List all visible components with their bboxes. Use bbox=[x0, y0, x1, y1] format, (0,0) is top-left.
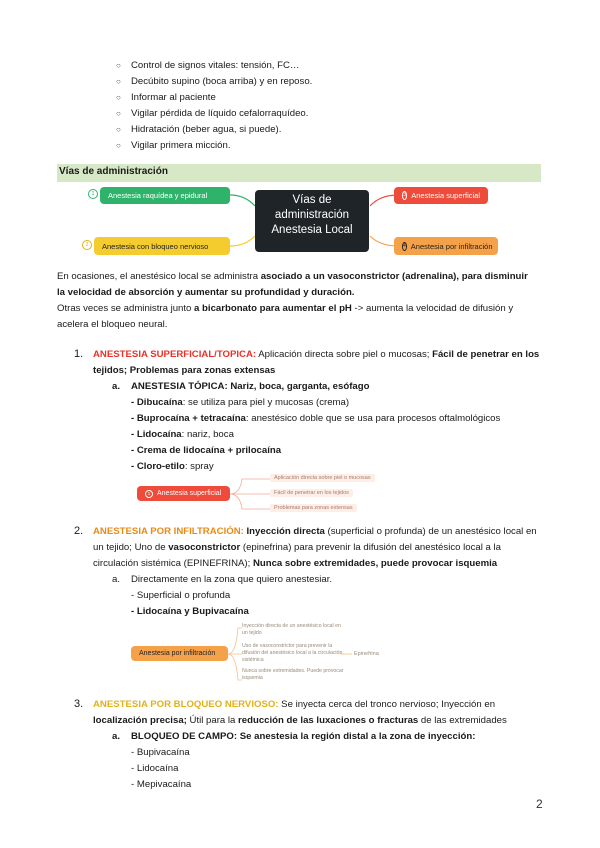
item2-line bbox=[93, 542, 501, 553]
node-label: Anestesia con bloqueo nervioso bbox=[102, 241, 209, 251]
center-line: Anestesia Local bbox=[271, 224, 353, 236]
sub-title bbox=[131, 731, 475, 742]
text-bold: vasoconstrictor bbox=[168, 542, 241, 553]
text: : spray bbox=[184, 461, 214, 472]
mindmap-center-node bbox=[255, 190, 369, 252]
text: (epinefrina) para prevenir la difusión del anestésico local a la bbox=[240, 542, 501, 553]
sub-letter: a. bbox=[112, 574, 121, 585]
text: circulación sistémica (EPINEFRINA); bbox=[93, 558, 253, 569]
text: : se utiliza para piel y mucosas (crema) bbox=[182, 397, 350, 408]
item1-line: tejidos; Problemas para zonas extensas bbox=[93, 365, 276, 376]
item3-title: ANESTESIA POR BLOQUEO NERVIOSO: bbox=[93, 699, 279, 710]
list-item bbox=[131, 461, 214, 472]
text-bold: - Lidocaína bbox=[131, 429, 182, 440]
list-number: 1. bbox=[74, 348, 84, 360]
text-bold: Nunca sobre extremidades, puede provocar isquemia bbox=[252, 558, 498, 569]
intro-line bbox=[57, 303, 513, 314]
diagram1-leaf: Aplicación directa sobre piel o mucosas bbox=[270, 474, 375, 482]
item2-title: ANESTESIA POR INFILTRACIÓN: bbox=[93, 526, 244, 537]
text: Otras veces se administra junto bbox=[57, 303, 195, 314]
list-item bbox=[131, 429, 234, 440]
circle-bullet-icon: ○ bbox=[116, 61, 121, 70]
diagram1-connectors bbox=[230, 474, 270, 514]
item3-line bbox=[93, 715, 507, 726]
node-label: Anestesia por infiltración bbox=[139, 650, 216, 657]
list-item: Vigilar primera micción. bbox=[131, 140, 231, 151]
mindmap-node-raquidea bbox=[100, 187, 230, 204]
text: Se inyecta cerca del tronco nervioso; Inyección en bbox=[278, 699, 496, 710]
mindmap-node-infiltracion bbox=[394, 237, 498, 255]
sub-letter: a. bbox=[112, 731, 121, 742]
intro-line bbox=[57, 271, 528, 282]
node-label: Anestesia por infiltración bbox=[410, 241, 493, 251]
list-item: Control de signos vitales: tensión, FC… bbox=[131, 60, 300, 71]
list-item: - Mepivacaína bbox=[131, 779, 192, 790]
text: -> aumenta la velocidad de difusión y bbox=[351, 303, 514, 314]
item1-line bbox=[93, 349, 539, 360]
number-circle-icon: 3 bbox=[403, 192, 406, 198]
text: En ocasiones, el anestésico local se administra bbox=[57, 271, 261, 282]
number-circle-icon: 2 bbox=[82, 240, 92, 250]
mindmap-node-superficial bbox=[394, 187, 488, 204]
diagram1-leaf: Fácil de penetrar en los tejidos bbox=[270, 489, 353, 497]
diagram2-leaf: Nunca sobre extremidades. Puede provocar isquemia bbox=[242, 668, 344, 681]
list-item: - Lidocaína y Bupivacaína bbox=[131, 606, 249, 617]
text-bold: - Dibucaína bbox=[131, 397, 183, 408]
list-item: - Bupivacaína bbox=[131, 747, 190, 758]
text-bold: asociado a un vasoconstrictor (adrenalina), para disminuir bbox=[260, 271, 528, 282]
text: Útil para la bbox=[189, 715, 239, 726]
diagram2-leaf: Inyección directa de un anestésico local en un tejido bbox=[242, 623, 341, 636]
circle-bullet-icon: ○ bbox=[116, 93, 121, 102]
center-line: administración bbox=[274, 209, 350, 221]
text-bold: reducción de las luxaciones o fracturas bbox=[238, 715, 419, 726]
text: (superficial o profunda) bbox=[324, 526, 426, 537]
list-number: 2. bbox=[74, 525, 84, 537]
diagram2-node bbox=[131, 646, 228, 661]
text: Aplicación directa sobre piel o mucosas; bbox=[256, 349, 433, 360]
node-label: Anestesia superficial bbox=[157, 490, 222, 497]
mindmap-node-bloqueo bbox=[94, 237, 230, 255]
list-item bbox=[131, 397, 349, 408]
section-title: Vías de administración bbox=[59, 166, 168, 177]
diagram2-extra: Epinefrina bbox=[354, 651, 379, 657]
list-number: 3. bbox=[74, 698, 84, 710]
circle-bullet-icon: ○ bbox=[116, 125, 121, 134]
list-item: Hidratación (beber agua, si puede). bbox=[131, 124, 282, 135]
item2-line bbox=[93, 558, 497, 569]
number-circle-icon: 1 bbox=[145, 490, 153, 498]
text-bold: Fácil de penetrar en los bbox=[432, 349, 540, 360]
text: : anestésico doble que se usa para procesos oftalmológicos bbox=[245, 413, 501, 424]
number-circle-icon: 4 bbox=[403, 242, 406, 249]
page-number: 2 bbox=[536, 797, 543, 811]
list-item: Informar al paciente bbox=[131, 92, 216, 103]
circle-bullet-icon: ○ bbox=[116, 109, 121, 118]
text-bold: Inyección directa bbox=[243, 526, 325, 537]
intro-line: la velocidad de absorción y aumentar su profundidad y duración. bbox=[57, 287, 355, 298]
list-item: Vigilar pérdida de líquido cefalorraquídeo. bbox=[131, 108, 309, 119]
text-bold: localización precisa; bbox=[93, 715, 190, 726]
sub-title: ANESTESIA TÓPICA: Nariz, boca, garganta, esófago bbox=[131, 381, 370, 392]
item3-line bbox=[93, 699, 495, 710]
text-bold: a bicarbonato para aumentar el pH bbox=[194, 303, 352, 314]
text-bold: - Cloro-etilo bbox=[131, 461, 185, 472]
sub-letter: a. bbox=[112, 381, 121, 392]
item1-title: ANESTESIA SUPERFICIAL/TOPICA: bbox=[93, 349, 257, 360]
circle-bullet-icon: ○ bbox=[116, 77, 121, 86]
text-bold: - Buprocaína + tetracaína bbox=[131, 413, 246, 424]
intro-line: acelera el bloqueo neural. bbox=[57, 319, 168, 330]
item2-line bbox=[93, 526, 537, 537]
list-item bbox=[131, 413, 500, 424]
text: : nariz, boca bbox=[181, 429, 234, 440]
circle-bullet-icon: ○ bbox=[116, 141, 121, 150]
list-item: - Superficial o profunda bbox=[131, 590, 231, 601]
text: de un anestésico local en bbox=[425, 526, 537, 537]
diagram2-leaf: Uso de vasoconstrictor para prevenir la difusión del anestésico local a la circulación sistémica bbox=[242, 643, 343, 663]
center-line: Vías de bbox=[292, 194, 332, 206]
list-item: Decúbito supino (boca arriba) y en reposo. bbox=[131, 76, 313, 87]
number-circle-icon: 1 bbox=[88, 189, 98, 199]
node-label: Anestesia raquídea y epidural bbox=[108, 191, 208, 200]
text-bold: BLOQUEO DE CAMPO: bbox=[131, 731, 238, 742]
text: de las extremidades bbox=[418, 715, 507, 726]
text-bold: - Crema de lidocaína + prilocaína bbox=[131, 445, 282, 456]
list-item bbox=[131, 445, 281, 456]
text: un tejido; Uno de bbox=[93, 542, 169, 553]
list-item: - Lidocaína bbox=[131, 763, 179, 774]
text-bold: Se anestesia la región distal a la zona de inyección: bbox=[237, 731, 476, 742]
diagram1-leaf: Problemas para zonas extensas bbox=[270, 504, 357, 512]
sub-title: Directamente en la zona que quiero anestesiar. bbox=[131, 574, 333, 585]
diagram1-node bbox=[137, 486, 230, 501]
node-label: Anestesia superficial bbox=[411, 191, 480, 200]
